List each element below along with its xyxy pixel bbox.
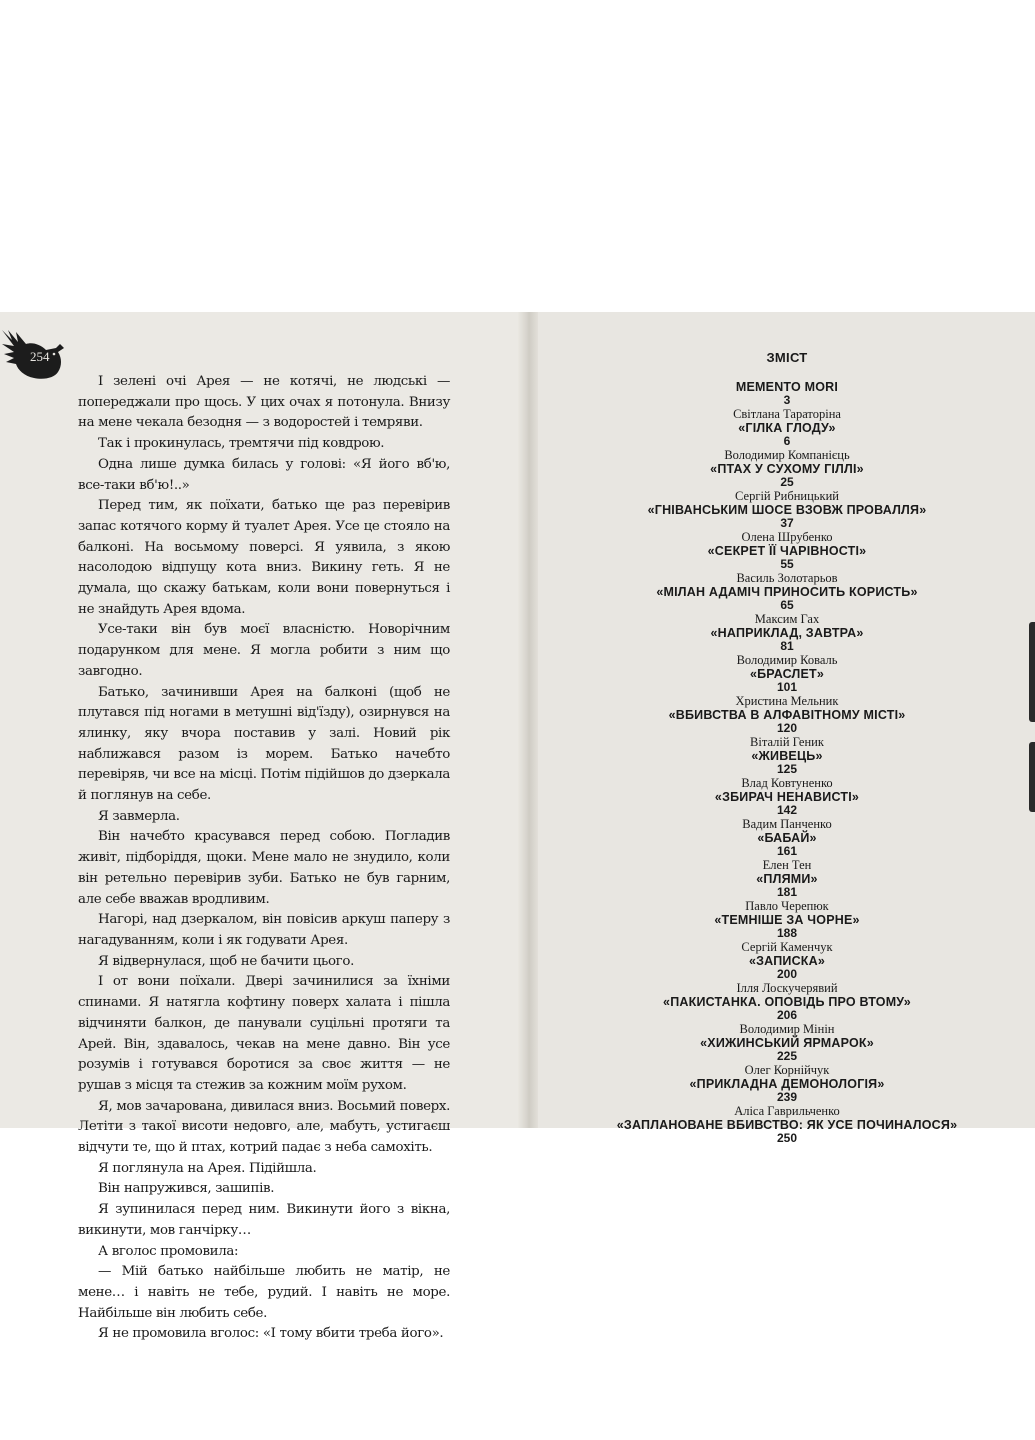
toc-page-number: 101 — [776, 680, 798, 694]
toc-author: Елен Тен — [762, 858, 812, 872]
toc-author: Христина Мельник — [735, 694, 839, 708]
book-spread — [0, 312, 1035, 1342]
toc-entries — [604, 380, 970, 1145]
toc-author: Світлана Тараторіна — [733, 407, 841, 421]
toc-entry — [604, 489, 970, 530]
book-gutter — [518, 312, 538, 1128]
toc-author: Ілля Лоскучерявий — [736, 981, 838, 995]
toc-entry — [604, 899, 970, 940]
toc-entry — [604, 571, 970, 612]
toc-title: «ЗАПЛАНОВАНЕ ВБИВСТВО: ЯК УСЕ ПОЧИНАЛОСЯ» — [616, 1118, 958, 1132]
toc-author: Вадим Панченко — [742, 817, 832, 831]
toc-page-number: 37 — [780, 516, 794, 530]
paragraph: Я завмерла. — [98, 808, 180, 824]
toc-title: «НАПРИКЛАД, ЗАВТРА» — [710, 626, 864, 640]
paragraph: Я поглянула на Арея. Підійшла. — [98, 1160, 317, 1176]
toc-title: «ЖИВЕЦЬ» — [751, 749, 823, 763]
toc-page-number: 55 — [780, 557, 794, 571]
toc-page-number: 225 — [776, 1049, 798, 1063]
page-number: 254 — [30, 349, 50, 364]
toc-page-number: 161 — [776, 844, 798, 858]
toc-page-number: 200 — [776, 967, 798, 981]
toc-title: «БАБАЙ» — [757, 831, 817, 845]
toc-title: «ПАКИСТАНКА. ОПОВІДЬ ПРО ВТОМУ» — [663, 995, 911, 1009]
toc-title: «ЗАПИСКА» — [748, 954, 826, 968]
paragraph: — Мій батько найбільше любить не матір, не мене… і навіть не тебе, рудий. І навіть не море. Найбільше він любить себе. — [78, 1264, 450, 1321]
toc-entry — [604, 735, 970, 776]
toc-page-number: 188 — [776, 926, 798, 940]
toc-page-number: 120 — [776, 721, 798, 735]
toc-entry — [604, 1022, 970, 1063]
toc-title: «ГІЛКА ГЛОДУ» — [738, 421, 836, 435]
toc-page-number: 81 — [780, 639, 794, 653]
toc-entry — [604, 858, 970, 899]
paragraph: Батько, зачинивши Арея на балконі (щоб не плутався під ногами в метушні від'їзду), озирнувся на ялинку, яку вчора поставив у залі. Новий рік наближався разом із морем. Батько начебто перевіряв, чи все на місці. Потім підійшов до дзеркала й поглянув на себе. — [78, 684, 450, 804]
paragraph: Одна лише думка билась у голові: «Я його вб'ю, все-таки вб'ю!..» — [78, 456, 450, 493]
toc-entry — [604, 448, 970, 489]
toc-page-number: 206 — [776, 1008, 798, 1022]
toc-entry — [604, 1063, 970, 1104]
toc-title: «ПРИКЛАДНА ДЕМОНОЛОГІЯ» — [689, 1077, 885, 1091]
toc-author: Олег Корнійчук — [744, 1063, 830, 1077]
toc-author: Павло Черепюк — [745, 899, 829, 913]
toc-title: «ГНІВАНСЬКИМ ШОСЕ ВЗОВЖ ПРОВАЛЛЯ» — [647, 503, 927, 517]
edge-tab — [1029, 742, 1035, 812]
paragraph: А вголос промовила: — [98, 1243, 239, 1259]
toc-page-number: 125 — [776, 762, 798, 776]
toc-author: Володимир Коваль — [736, 653, 838, 667]
toc-author: Максим Гах — [754, 612, 820, 626]
toc-title: «ВБИВСТВА В АЛФАВІТНОМУ МІСТІ» — [668, 708, 906, 722]
toc-heading: ЗМІСТ — [766, 350, 808, 365]
paragraph: Я зупинилася перед ним. Викинути його з вікна, викинути, мов ганчірку… — [78, 1202, 450, 1238]
toc-entry — [604, 530, 970, 571]
paragraph: І от вони поїхали. Двері зачинилися за їхніми спинами. Я натягла кофтину поверх халата і пішла відчиняти балкон, де панували суцільні протяги та Арей. Він, здавалось, чекав на мене давно. Він усе розумів і готувався боротися за своє життя — не рушав з місця та стежив за кожним моїм рухом. — [78, 974, 450, 1093]
right-page — [538, 312, 1035, 1145]
toc-entry — [604, 612, 970, 653]
toc-title: «ПТАХ У СУХОМУ ГІЛЛІ» — [710, 462, 864, 476]
toc-page-number: 65 — [780, 598, 794, 612]
toc-author: Влад Ковтуненко — [741, 776, 833, 790]
edge-tab — [1029, 622, 1035, 722]
toc-author: Сергій Рибницький — [735, 489, 839, 503]
paragraph: Я відвернулася, щоб не бачити цього. — [98, 953, 354, 969]
paragraph: Я, мов зачарована, дивилася вниз. Восьмий поверх. Летіти з такої висоти недовго, але, мабуть, устигаєш відчути те, що й птах, котрий падає з неба самохіть. — [78, 1098, 450, 1156]
toc-page-number: 239 — [776, 1090, 798, 1104]
story-text — [78, 372, 450, 1345]
toc-page-number: 3 — [783, 393, 791, 407]
toc-entry — [604, 407, 970, 448]
toc-title: «ТЕМНІШЕ ЗА ЧОРНЕ» — [714, 913, 860, 927]
toc-author: Володимир Мінін — [739, 1022, 835, 1036]
toc-page-number: 250 — [776, 1131, 798, 1145]
toc-entry — [604, 653, 970, 694]
table-of-contents — [604, 350, 970, 1145]
toc-author: Віталій Геник — [750, 735, 824, 749]
toc-page-number: 6 — [783, 434, 791, 448]
toc-entry — [604, 981, 970, 1022]
toc-title: «ЗБИРАЧ НЕНАВИСТІ» — [714, 790, 860, 804]
toc-author: Аліса Гаврильченко — [734, 1104, 840, 1118]
toc-entry — [604, 776, 970, 817]
toc-page-number: 142 — [776, 803, 798, 817]
toc-title: «СЕКРЕТ ЇЇ ЧАРІВНОСТІ» — [707, 544, 867, 558]
toc-entry — [604, 694, 970, 735]
paragraph: Усе-таки він був моєї власністю. Новорічним подарунком для мене. Я могла робити з ним що завгодно. — [78, 622, 450, 679]
toc-entry — [604, 1104, 970, 1145]
paragraph: Перед тим, як поїхати, батько ще раз перевірив запас котячого корму й туалет Арея. Усе це стояло на балконі. На восьмому поверсі. Я уявила, з якою насолодою відпущу кота вниз. Викину геть. Я не думала, що скажу батькам, коли вони повернуться і не знайдуть Арея вдома. — [78, 498, 450, 617]
toc-page-number: 25 — [780, 475, 794, 489]
toc-title: MEMENTO MORI — [735, 380, 839, 394]
toc-title: «МІЛАН АДАМІЧ ПРИНОСИТЬ КОРИСТЬ» — [656, 585, 918, 599]
paragraph: Я не промовила вголос: «І тому вбити треба його». — [98, 1326, 444, 1342]
toc-author: Олена Шрубенко — [741, 530, 833, 544]
paragraph: Нагорі, над дзеркалом, він повісив аркуш паперу з нагадуванням, коли і як годувати Арея. — [78, 912, 450, 948]
toc-title: «ПЛЯМИ» — [756, 872, 818, 886]
left-page — [0, 312, 518, 1342]
paragraph: Він напружився, зашипів. — [98, 1181, 275, 1197]
toc-title: «БРАСЛЕТ» — [749, 667, 825, 681]
toc-author: Сергій Каменчук — [741, 940, 833, 954]
toc-page-number: 181 — [776, 885, 798, 899]
paragraph: Він начебто красувався перед собою. Погладив живіт, підборіддя, щоки. Мене мало не знудило, коли він ретельно перевірив зуби. Батько не був гарним, але себе вважав вродливим. — [78, 829, 450, 907]
toc-entry — [604, 380, 970, 407]
toc-author: Василь Золотарьов — [736, 571, 838, 585]
toc-entry — [604, 817, 970, 858]
paragraph: І зелені очі Арея — не котячі, не людські — попереджали про щось. У цих очах я потонула. Внизу на мене чекала безодня — з водоростей і темряви. — [78, 374, 450, 431]
paragraph: Так і прокинулась, тремтячи під ковдрою. — [98, 436, 385, 452]
toc-author: Володимир Компанієць — [724, 448, 850, 462]
toc-title: «ХИЖИНСЬКИЙ ЯРМАРОК» — [700, 1036, 874, 1050]
toc-entry — [604, 940, 970, 981]
